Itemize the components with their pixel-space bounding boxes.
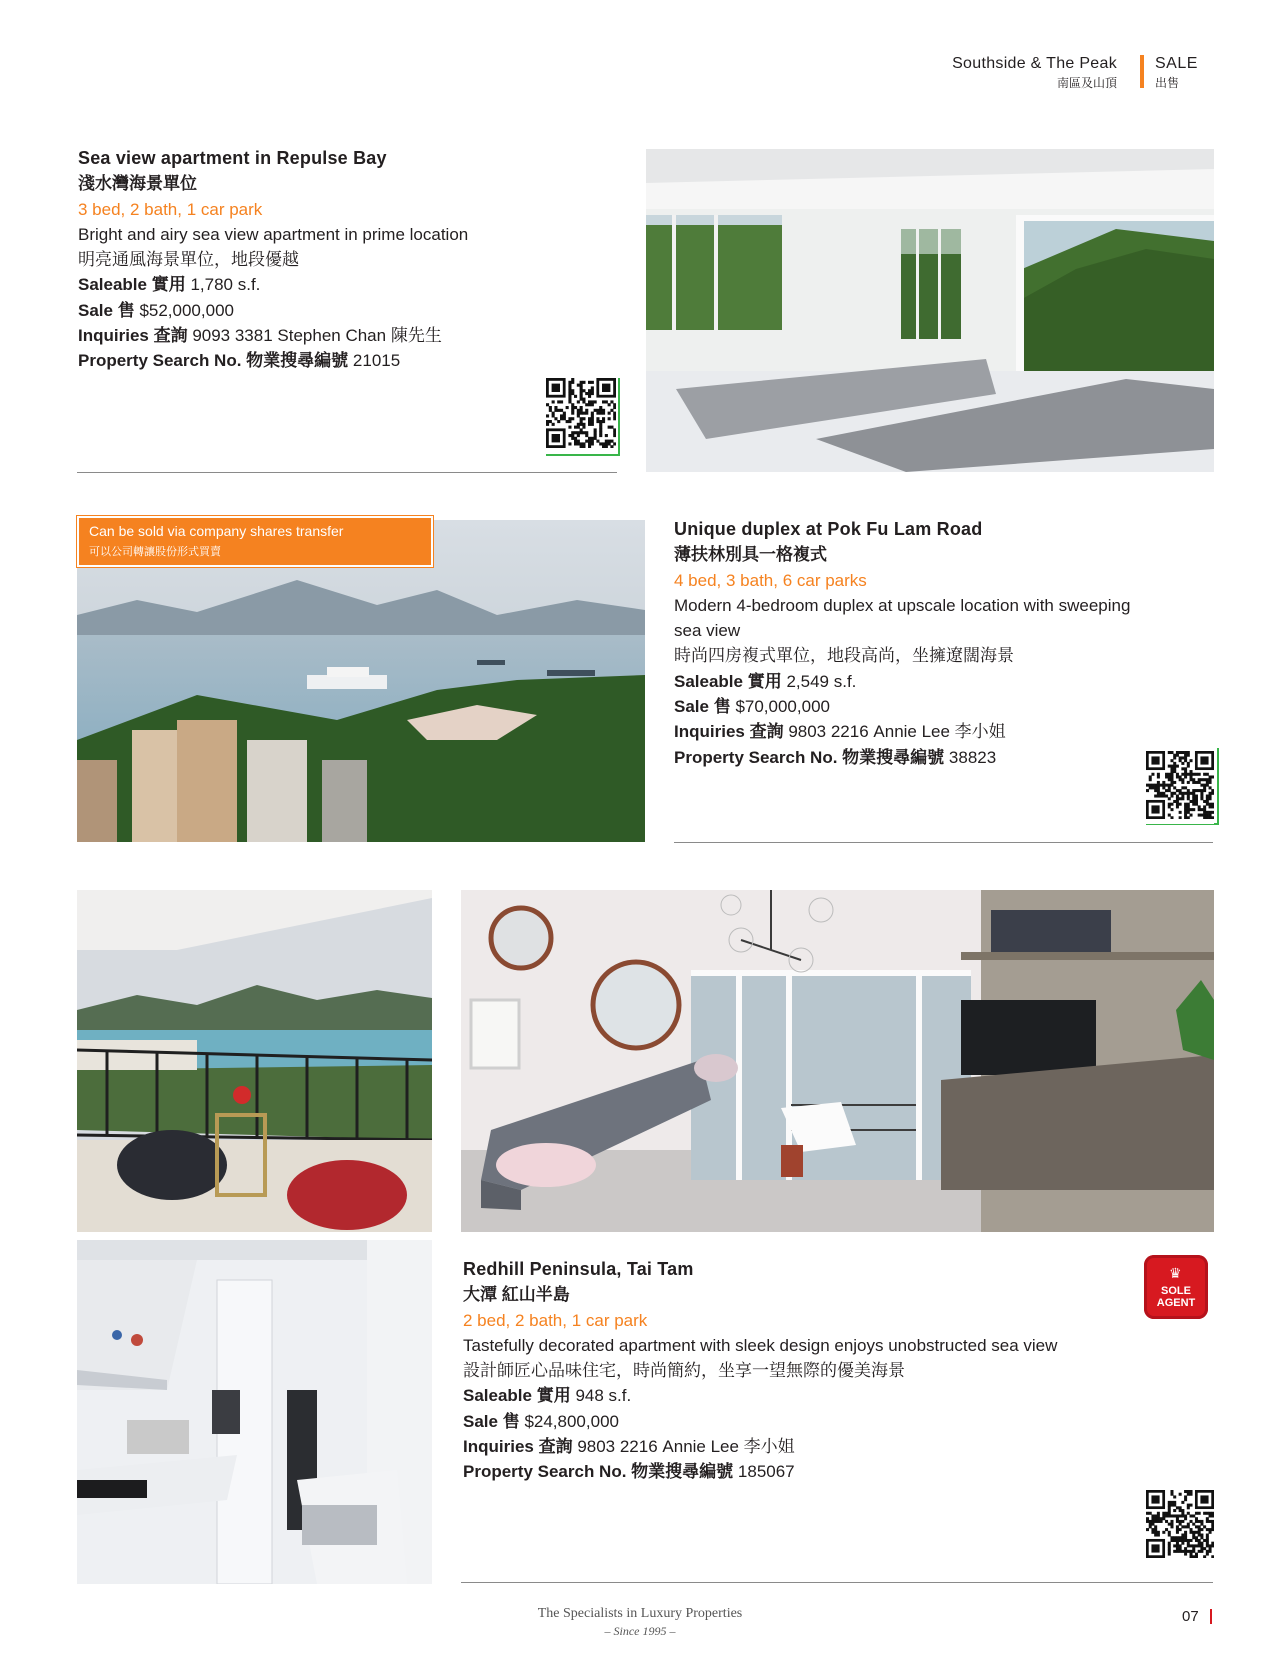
listing-desc-en: Tastefully decorated apartment with sleek design enjoys unobstructed sea view <box>463 1335 1058 1355</box>
badge-line1: SOLE <box>1161 1285 1191 1297</box>
header-type-en: SALE <box>1155 55 1198 72</box>
saleable-value: 2,549 s.f. <box>786 671 857 691</box>
sole-agent-badge <box>1144 1255 1208 1319</box>
listing-redhill <box>463 1257 1057 1485</box>
header-region <box>952 55 1117 91</box>
saleable-label: Saleable 實用 <box>674 671 782 691</box>
sale-label: Sale 售 <box>78 300 135 320</box>
divider <box>461 1582 1213 1583</box>
photo-living-room-redhill <box>461 890 1214 1232</box>
inquiries-label: Inquiries 查詢 <box>463 1437 573 1457</box>
photo-kitchen <box>77 1240 432 1584</box>
sale-value: $52,000,000 <box>139 300 234 320</box>
inquiries-label: Inquiries 查詢 <box>674 722 784 742</box>
sale-label: Sale 售 <box>674 697 731 717</box>
listing-title[interactable]: Sea view apartment in Repulse Bay <box>78 148 387 168</box>
listing-repulse-bay <box>78 146 468 374</box>
qr-code-icon[interactable] <box>1146 1490 1214 1563</box>
search-value: 185067 <box>737 1462 795 1482</box>
photo-balcony <box>77 890 432 1232</box>
listing-rooms: 4 bed, 3 bath, 6 car parks <box>674 570 867 590</box>
search-label: Property Search No. 物業搜尋編號 <box>78 351 349 371</box>
footer-tagline: The Specialists in Luxury Properties <box>537 1606 743 1621</box>
saleable-label: Saleable 實用 <box>463 1386 571 1406</box>
listing-desc-en: Bright and airy sea view apartment in prime location <box>78 224 469 244</box>
listing-pok-fu-lam <box>674 517 1130 770</box>
footer <box>0 1606 1270 1639</box>
sale-value: $24,800,000 <box>524 1411 619 1431</box>
header-type <box>1155 55 1198 91</box>
search-value: 38823 <box>948 747 997 767</box>
badge-line2: AGENT <box>1156 1297 1196 1309</box>
search-label: Property Search No. 物業搜尋編號 <box>463 1462 734 1482</box>
qr-code-icon[interactable] <box>1146 751 1214 824</box>
listing-rooms: 3 bed, 2 bath, 1 car park <box>78 199 263 219</box>
inquiries-value: 9803 2216 Annie Lee 李小姐 <box>788 722 1006 742</box>
listing-title-zh: 薄扶林別具一格複式 <box>674 545 827 565</box>
listing-desc-zh: 設計師匠心品味住宅，時尚簡約，坐享一望無際的優美海景 <box>463 1361 905 1381</box>
saleable-value: 948 s.f. <box>575 1386 632 1406</box>
inquiries-value: 9093 3381 Stephen Chan 陳先生 <box>192 326 442 346</box>
listing-desc-en-cont: sea view <box>674 621 741 641</box>
page-number-bar <box>1210 1609 1212 1624</box>
crown-icon: ♛ <box>1169 1265 1182 1281</box>
search-label: Property Search No. 物業搜尋編號 <box>674 747 945 767</box>
page-number: 07 <box>1182 1608 1199 1625</box>
sale-label: Sale 售 <box>463 1411 520 1431</box>
inquiries-label: Inquiries 查詢 <box>78 326 188 346</box>
listing-desc-en: Modern 4-bedroom duplex at upscale location with sweeping <box>674 595 1131 615</box>
listing-desc-zh: 明亮通風海景單位，地段優越 <box>78 250 299 270</box>
banner-text-zh: 可以公司轉讓股份形式買賣 <box>89 546 221 558</box>
shares-transfer-banner <box>77 516 433 567</box>
footer-since: – Since 1995 – <box>604 1624 676 1638</box>
listing-title[interactable]: Redhill Peninsula, Tai Tam <box>463 1259 694 1279</box>
banner-text-en: Can be sold via company shares transfer <box>89 523 344 539</box>
header-region-en: Southside & The Peak <box>952 55 1117 72</box>
header-region-zh: 南區及山頂 <box>1056 76 1117 90</box>
photo-living-room-sea-view <box>646 149 1214 472</box>
listing-rooms: 2 bed, 2 bath, 1 car park <box>463 1310 648 1330</box>
listing-title[interactable]: Unique duplex at Pok Fu Lam Road <box>674 519 983 539</box>
header-divider <box>1140 55 1144 88</box>
qr-code-icon[interactable] <box>546 378 616 453</box>
photo-sea-view-pok-fu-lam <box>77 520 645 842</box>
sale-value: $70,000,000 <box>735 697 830 717</box>
listing-title-zh: 大潭 紅山半島 <box>463 1285 570 1305</box>
divider <box>674 842 1213 843</box>
divider <box>77 472 617 473</box>
listing-desc-zh: 時尚四房複式單位，地段高尚，坐擁遼闊海景 <box>674 646 1014 666</box>
inquiries-value: 9803 2216 Annie Lee 李小姐 <box>577 1437 795 1457</box>
header-type-zh: 出售 <box>1155 76 1180 90</box>
saleable-label: Saleable 實用 <box>78 275 186 295</box>
saleable-value: 1,780 s.f. <box>190 275 261 295</box>
listing-title-zh: 淺水灣海景單位 <box>78 174 197 194</box>
search-value: 21015 <box>352 351 401 371</box>
